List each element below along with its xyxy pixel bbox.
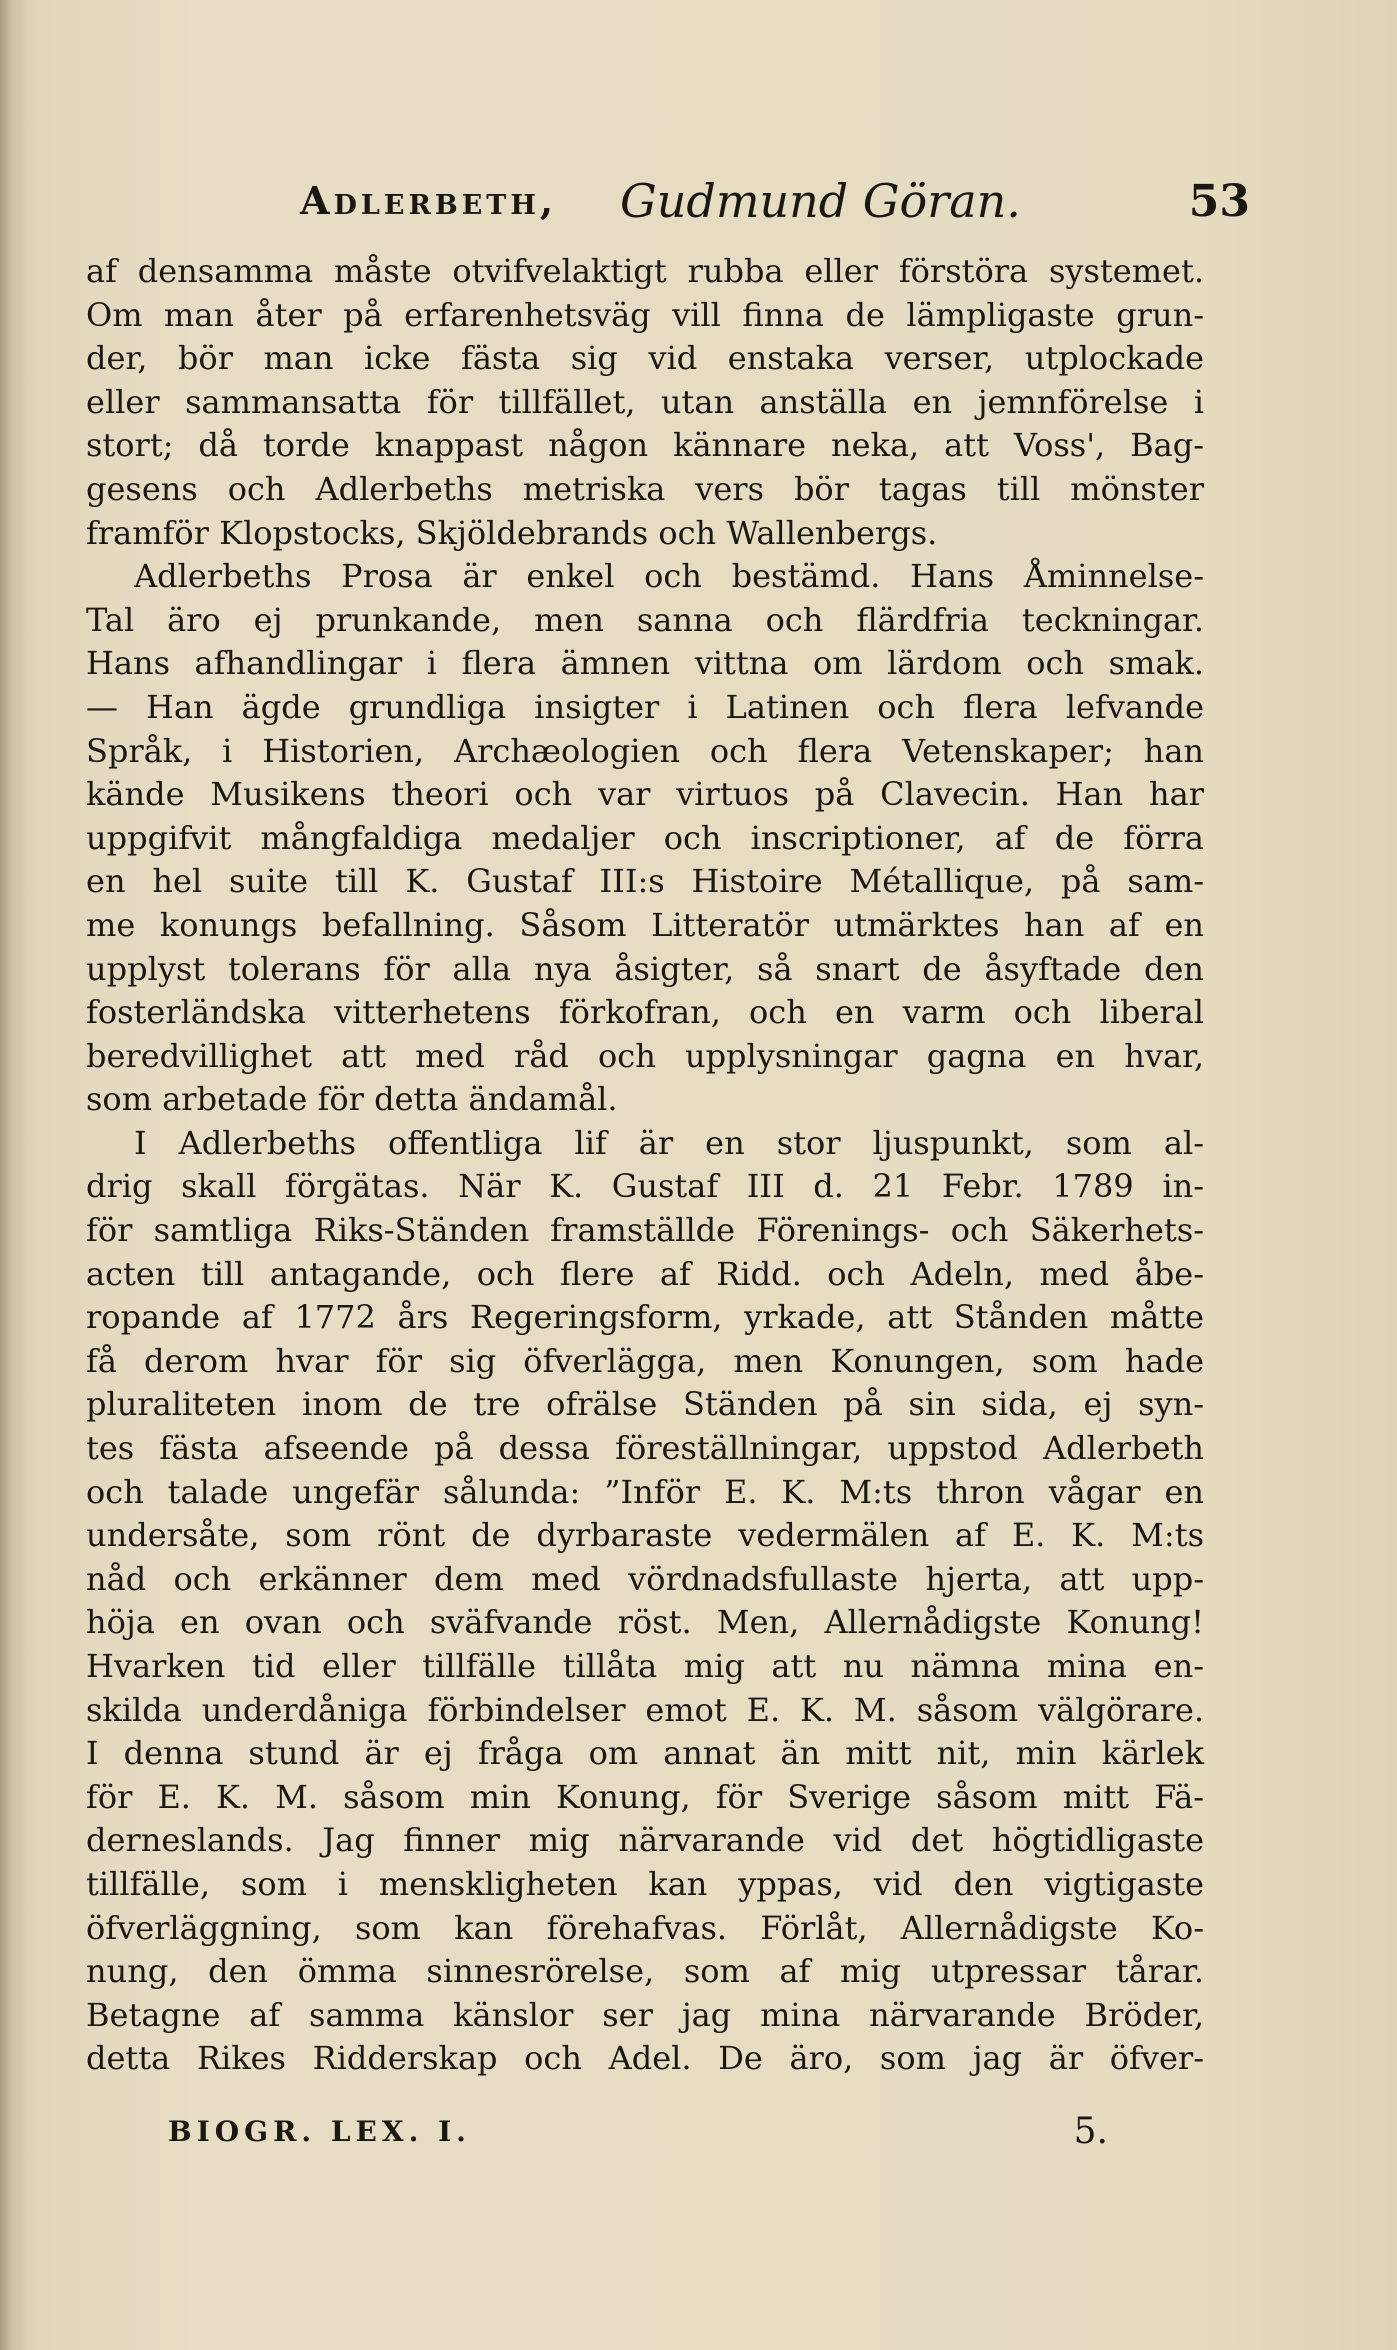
text-line: uppgifvit mångfaldiga medaljer och inscriptioner, af de förra <box>86 818 1204 857</box>
text-line: I Adlerbeths offentliga lif är en stor ljuspunkt, som al- <box>134 1123 1204 1162</box>
sheet-signature: 5. <box>1073 2111 1108 2152</box>
text-line: höja en ovan och sväfvande röst. Men, Allernådigste Konung! <box>86 1603 1204 1642</box>
text-line: — Han ägde grundliga insigter i Latinen och flera lefvande <box>86 687 1204 726</box>
text-line: ropande af 1772 års Regeringsform, yrkade, att Stånden måtte <box>86 1298 1204 1337</box>
text-line: nung, den ömma sinnesrörelse, som af mig utpressar tårar. <box>86 1952 1204 1991</box>
text-line: fosterländska vitterhetens förkofran, och en varm och liberal <box>86 993 1204 1032</box>
text-line: öfverläggning, som kan förehafvas. Förlåt, Allernådigste Ko- <box>86 1908 1204 1947</box>
text-line: af densamma måste otvifvelaktigt rubba eller förstöra systemet. <box>86 252 1204 290</box>
text-line: eller sammansatta för tillfället, utan anställa en jemnförelse i <box>86 382 1204 421</box>
page-footer <box>168 2111 1108 2175</box>
text-line: Hans afhandlingar i flera ämnen vittna om lärdom och smak. <box>86 644 1204 683</box>
text-line: Hvarken tid eller tillfälle tillåta mig att nu nämna mina en- <box>86 1647 1204 1685</box>
text-line: upplyst tolerans för alla nya åsigter, så snart de åsyftade den <box>86 949 1204 988</box>
text-line: Om man åter på erfarenhetsväg vill finna de lämpligaste grun- <box>86 295 1204 334</box>
running-head-name: Adlerbeth, <box>300 178 558 223</box>
text-line: drig skall förgätas. När K. Gustaf III d. 21 Febr. 1789 in- <box>86 1167 1204 1206</box>
text-line: derneslands. Jag finner mig närvarande vid det högtidligaste <box>86 1821 1204 1860</box>
binding-shadow <box>0 0 28 2350</box>
running-head-subject: Gudmund Göran. <box>620 174 1021 228</box>
text-line: undersåte, som rönt de dyrbaraste vedermälen af E. K. M:ts <box>86 1516 1204 1555</box>
text-line: stort; då torde knappast någon kännare neka, att Voss', Bag- <box>86 426 1204 465</box>
text-line: beredvillighet att med råd och upplysningar gagna en hvar, <box>86 1036 1204 1075</box>
text-line: tes fästa afseende på dessa föreställningar, uppstod Adlerbeth <box>86 1429 1204 1468</box>
page-number: 53 <box>1188 176 1250 227</box>
text-line: detta Rikes Ridderskap och Adel. De äro, som jag är öfver- <box>86 2039 1204 2078</box>
text-line: framför Klopstocks, Skjöldebrands och Wallenbergs. <box>86 513 938 552</box>
text-line: för E. K. M. såsom min Konung, för Sverige såsom mitt Fä- <box>86 1777 1204 1816</box>
text-line: Betagne af samma känslor ser jag mina närvarande Bröder, <box>86 1995 1204 2034</box>
text-line: gesens och Adlerbeths metriska vers bör tagas till mönster <box>86 469 1204 508</box>
text-line: me konungs befallning. Såsom Litteratör utmärktes han af en <box>86 905 1204 944</box>
text-line: Språk, i Historien, Archæologien och flera Vetenskaper; han <box>86 731 1204 770</box>
signature-mark: BIOGR. LEX. I. <box>168 2115 471 2148</box>
body-text <box>86 250 1204 2081</box>
text-line: pluraliteten inom de tre ofrälse Ständen på sin sida, ej syn- <box>86 1385 1204 1424</box>
text-line: kände Musikens theori och var virtuos på Clavecin. Han har <box>86 775 1204 814</box>
text-line: Adlerbeths Prosa är enkel och bestämd. Hans Åminnelse- <box>134 557 1204 596</box>
text-line: en hel suite till K. Gustaf III:s Histoire Métallique, på sam- <box>86 862 1204 901</box>
running-head <box>300 168 1250 238</box>
text-line: för samtliga Riks-Ständen framställde Förenings- och Säkerhets- <box>86 1211 1204 1250</box>
text-line: tillfälle, som i menskligheten kan yppas, vid den vigtigaste <box>86 1864 1204 1903</box>
text-line: och talade ungefär sålunda: ”Inför E. K. M:ts thron vågar en <box>86 1472 1204 1511</box>
text-line: skilda underdåniga förbindelser emot E. K. M. såsom välgörare. <box>86 1690 1204 1729</box>
text-line: som arbetade för detta ändamål. <box>86 1080 618 1119</box>
text-line: nåd och erkänner dem med vördnadsfullaste hjerta, att upp- <box>86 1559 1204 1598</box>
text-line: I denna stund är ej fråga om annat än mitt nit, min kärlek <box>86 1734 1204 1773</box>
text-line: acten till antagande, och flere af Ridd. och Adeln, med åbe- <box>86 1254 1204 1293</box>
text-line: der, bör man icke fästa sig vid enstaka verser, utplockade <box>86 339 1204 378</box>
text-line: få derom hvar för sig öfverlägga, men Konungen, som hade <box>86 1341 1204 1380</box>
text-line: Tal äro ej prunkande, men sanna och flärdfria teckningar. <box>86 600 1204 639</box>
